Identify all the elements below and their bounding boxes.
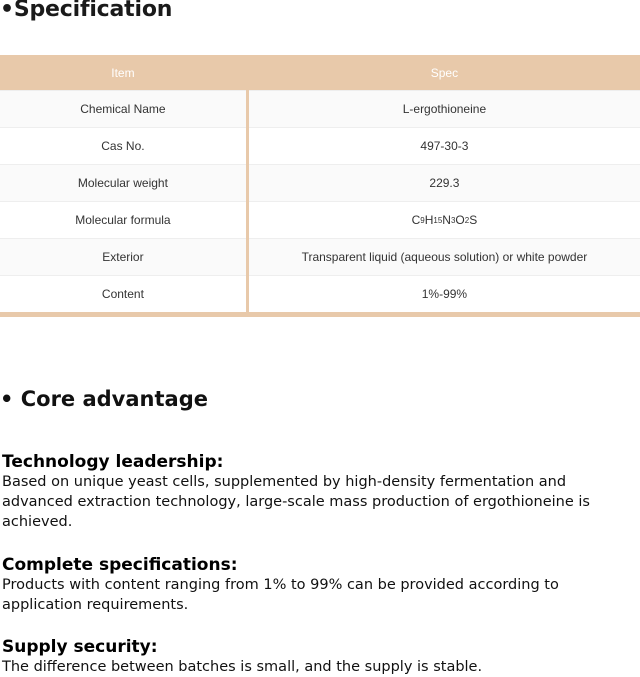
table-row [0, 90, 640, 127]
formula-element: H [424, 213, 434, 227]
advantage-title: Technology leadership: [2, 452, 224, 472]
advantage-text: Based on unique yeast cells, supplemented by high-density fermentation and advanced extraction technology, large-scale mass production of ergothioneine is achieved. [2, 474, 590, 530]
table-row [0, 127, 640, 164]
table-row [0, 201, 640, 238]
header-spec: Spec [430, 65, 459, 80]
table-header-row [0, 55, 640, 90]
advantage-specifications [2, 555, 634, 615]
advantage-technology [2, 452, 634, 532]
formula-element: C [411, 213, 421, 227]
advantage-supply [2, 637, 634, 677]
formula-subscript: 9 [420, 215, 425, 225]
specification-heading: •Specification [0, 0, 173, 22]
formula-subscript: 3 [450, 215, 456, 225]
spec-cell: Transparent liquid (aqueous solution) or white powder [249, 238, 640, 275]
table-row [0, 275, 640, 312]
item-cell: Exterior [0, 238, 246, 275]
advantage-title: Complete specifications: [2, 555, 238, 575]
table-row [0, 238, 640, 275]
formula-element: N [442, 213, 451, 227]
spec-cell-formula [249, 201, 640, 238]
advantage-title: Supply security: [2, 637, 158, 657]
formula-subscript: 2 [464, 215, 470, 225]
core-advantage-heading: • Core advantage [0, 387, 208, 411]
specification-table [0, 55, 640, 317]
item-cell: Chemical Name [0, 90, 246, 127]
spec-cell: 497-30-3 [249, 127, 640, 164]
formula-element: O [455, 213, 465, 227]
item-cell: Molecular formula [0, 201, 246, 238]
spec-cell: L-ergothioneine [249, 90, 640, 127]
header-item: Item [111, 65, 135, 80]
item-cell: Molecular weight [0, 164, 246, 201]
spec-cell: 229.3 [249, 164, 640, 201]
advantage-text: The difference between batches is small, and the supply is stable. [2, 659, 483, 675]
table-row [0, 164, 640, 201]
spec-cell: 1%-99% [249, 275, 640, 312]
formula-element: S [469, 213, 478, 227]
item-cell: Content [0, 275, 246, 312]
formula-subscript: 15 [433, 215, 443, 225]
advantage-text: Products with content ranging from 1% to 99% can be provided according to application requirements. [2, 577, 559, 613]
item-cell: Cas No. [0, 127, 246, 164]
